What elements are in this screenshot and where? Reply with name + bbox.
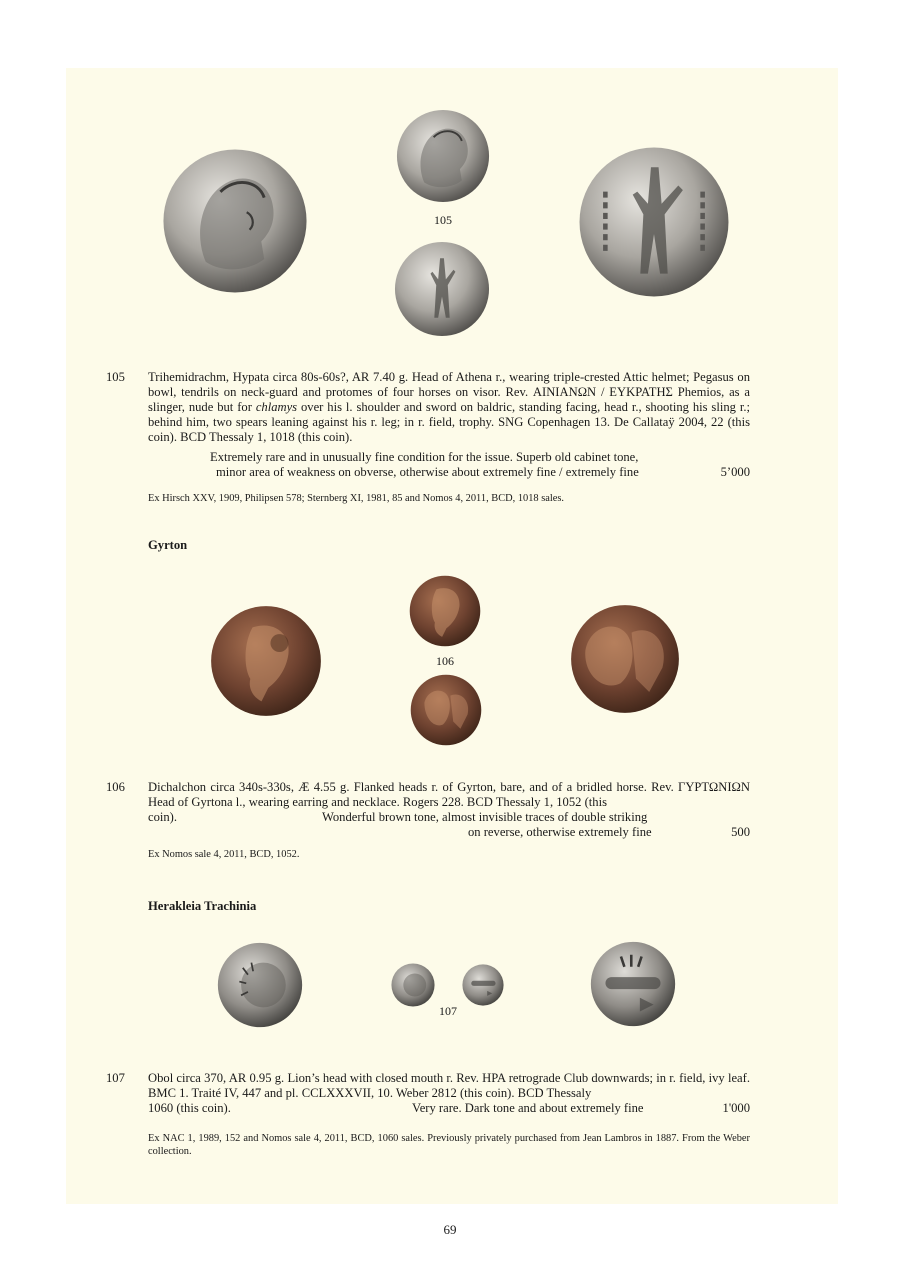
lot-105-description: Trihemidrachm, Hypata circa 80s-60s?, AR 7.40 g. Head of Athena r., wearing triple-crested Attic helmet; Pegasus on bowl, tendrils on neck-guard and protomes of four horses on visor. Rev. ΑΙΝΙΑΝΩΝ / ΕΥΚΡΑΤΗΣ Phemios, as a slinger, nude but for chlamys over his l. shoulder and sword on baldric, standing facing, head r., shooting his sling r.; behind him, two spears leaning against his r. leg; in r. field, trophy. SNG Copenhagen 13. De Callataÿ 2004, 22 (this coin). BCD Thessaly 1, 1018 (this coin). — [148, 370, 750, 444]
coin-106-reverse-large — [568, 604, 682, 714]
lot-107-number: 107 — [106, 1071, 125, 1085]
coin-106-reverse-small — [408, 674, 484, 746]
lot-105-condition: Extremely rare and in unusually fine condition for the issue. Superb old cabinet tone, minor area of weakness on obverse, otherwise about extremely fine / extremely fine 5’000 — [210, 450, 750, 479]
coin-106-obverse-small — [408, 575, 482, 647]
lot-105-number: 105 — [106, 370, 125, 384]
coin-107-reverse-small — [462, 963, 504, 1007]
coin-105-reverse-small — [394, 240, 490, 338]
lot-106-condition: coin). Wonderful brown tone, almost invisible traces of double striking on reverse, otherwise extremely fine 500 — [148, 810, 750, 839]
lot-107-condition: 1060 (this coin). Very rare. Dark tone and about extremely fine 1'000 — [148, 1101, 750, 1115]
coin-105-obverse-small — [396, 108, 490, 204]
lot-106-provenance: Ex Nomos sale 4, 2011, BCD, 1052. — [148, 849, 300, 860]
coin-107-label: 107 — [439, 1004, 457, 1018]
coin-106-obverse-large — [210, 605, 322, 717]
lot-106-price: 500 — [731, 825, 750, 839]
coin-107-obverse-large — [214, 942, 306, 1028]
lot-107-provenance: Ex NAC 1, 1989, 152 and Nomos sale 4, 2011, BCD, 1060 sales. Previously privately purchased from Jean Lambros in 1887. From the Weber collection. — [148, 1133, 750, 1157]
lot-107-description: Obol circa 370, AR 0.95 g. Lion’s head with closed mouth r. Rev. HPA retrograde Club downwards; in r. field, ivy leaf. BMC 1. Traité IV, 447 and pl. CCLXXXVII, 10. Weber 2812 (this coin). BCD Thessaly — [148, 1071, 750, 1100]
lot-106-number: 106 — [106, 780, 125, 794]
section-heading-gyrton: Gyrton — [148, 538, 188, 552]
coin-107-reverse-large — [590, 938, 676, 1030]
coin-105-reverse-large — [578, 146, 730, 298]
coin-106-label: 106 — [436, 654, 454, 668]
lot-105-price: 5’000 — [720, 465, 750, 479]
lot-106-description: Dichalchon circa 340s-330s, Æ 4.55 g. Flanked heads r. of Gyrton, bare, and of a bridled horse. Rev. ΓΥΡΤΩΝΙΩΝ Head of Gyrtona l., wearing earring and necklace. Rogers 228. BCD Thessaly 1, 1052 (this — [148, 780, 750, 809]
page-number: 69 — [443, 1222, 457, 1237]
lot-105-provenance: Ex Hirsch XXV, 1909, Philipsen 578; Sternberg XI, 1981, 85 and Nomos 4, 2011, BCD, 1018 sales. — [148, 493, 564, 504]
lot-107-price: 1'000 — [722, 1101, 750, 1115]
coin-105-label: 105 — [434, 213, 452, 227]
coin-107-obverse-small — [390, 963, 436, 1007]
section-heading-herakleia-trachinia: Herakleia Trachinia — [148, 899, 257, 913]
coin-105-obverse-large — [162, 146, 308, 296]
